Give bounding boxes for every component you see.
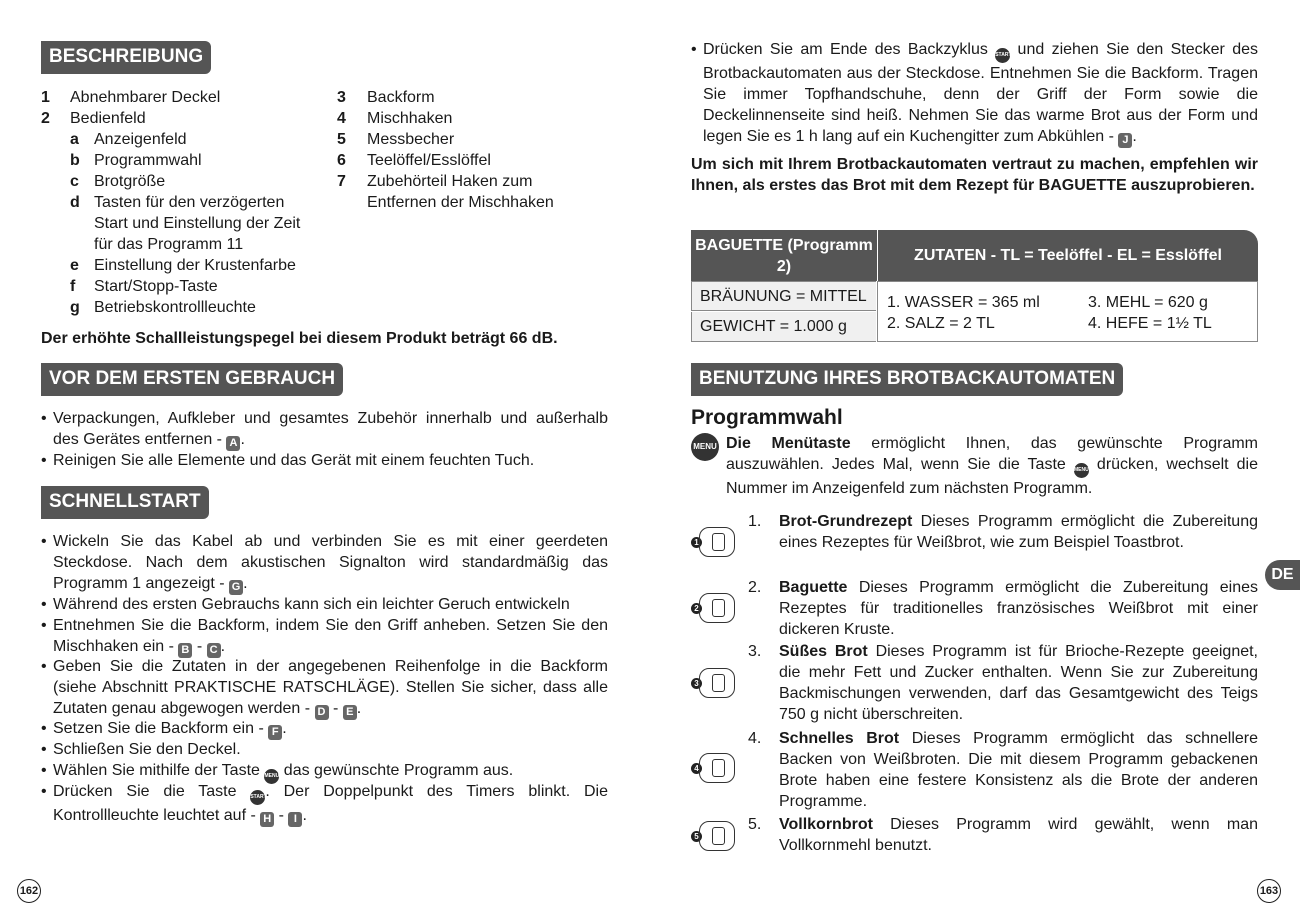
bullet-text: Während des ersten Gebrauchs kann sich ein leichter Geruch entwickeln	[53, 596, 570, 613]
section-header-beschreibung: BESCHREIBUNG	[41, 41, 211, 74]
bullet-text: Entnehmen Sie die Backform, indem Sie den Griff anheben. Setzen Sie den Mischhaken ein -	[53, 617, 608, 655]
item-label: Brotgröße	[94, 173, 166, 190]
item-letter: b	[70, 152, 80, 169]
program-description: Dieses Programm ist für Brioche-Rezepte geeignet, die mehr Fett und Zucker enthalten. Wenn Sie zur Zubereitung Backmischungen verwenden, darf das Gesamtgewicht des Teigs 750 g nicht überschreiten.	[779, 643, 1259, 723]
page-number-right: 163	[1257, 879, 1281, 903]
program-icon-number: 3	[691, 678, 702, 689]
program-item	[691, 814, 1258, 856]
program-text	[779, 641, 1258, 725]
figure-ref-badge: H	[260, 812, 274, 827]
figure-ref-badge: B	[178, 643, 192, 658]
ingredient: 2. SALZ = 2 TL	[887, 315, 995, 332]
section-header-benutzung: BENUTZUNG IHRES BROTBACKAUTOMATEN	[691, 363, 1123, 396]
list-item	[41, 297, 321, 318]
program-1-icon	[691, 527, 736, 557]
menu-icon: MENU	[691, 433, 719, 461]
list-item	[337, 108, 608, 129]
item-label: Zubehörteil Haken zum Entfernen der Mischhaken	[367, 173, 554, 211]
program-icon-number: 5	[691, 831, 702, 842]
list-item	[41, 87, 321, 108]
table-cell-browning: BRÄUNUNG = MITTEL	[691, 281, 876, 311]
ingredient: 1. WASSER = 365 ml	[887, 294, 1040, 311]
item-number: 5	[337, 131, 346, 148]
list-item	[337, 87, 608, 108]
item-label: Teelöffel/Esslöffel	[367, 152, 491, 169]
bullet-item	[41, 594, 608, 615]
item-label: Start/Stopp-Taste	[94, 278, 218, 295]
figure-ref-badge: F	[268, 725, 282, 740]
list-item	[41, 150, 321, 171]
figure-ref-badge: I	[288, 812, 302, 827]
program-2-icon	[691, 593, 736, 623]
list-item	[41, 171, 321, 192]
item-letter: e	[70, 257, 79, 274]
menu-bold: Die Menütaste	[726, 435, 851, 452]
description-list-1	[41, 87, 321, 318]
item-number: 1	[41, 89, 50, 106]
item-number: 2	[41, 110, 50, 127]
item-number: 3	[337, 89, 346, 106]
bullet-item: • Drücken Sie die Taste START. Der Doppelpunkt des Timers blinkt. Die Kontrollleuchte leuchtet auf - H - I .	[41, 781, 608, 827]
program-3-icon	[691, 668, 736, 698]
table-cell-weight: GEWICHT = 1.000 g	[691, 312, 876, 342]
menu-button-icon: MENU	[264, 769, 279, 784]
language-tab: DE	[1265, 560, 1300, 590]
list-item	[337, 150, 608, 171]
bullet-text: und ziehen Sie den Stecker des Brotbackautomaten aus der Steckdose. Entnehmen Sie die Backform. Tragen Sie immer Topfhandschuhe, denn der Griff der Form sowie die Deckelinnenseite sind heiß. Nehmen Sie das warme Brot aus der Form und legen Sie es 1 h lang auf ein Kuchengitter zum Abkühlen -	[703, 41, 1258, 145]
program-4-icon	[691, 753, 736, 783]
figure-ref-badge: G	[229, 580, 243, 595]
bullet-text: Reinigen Sie alle Elemente und das Gerät mit einem feuchten Tuch.	[53, 452, 535, 469]
program-name: Baguette	[779, 579, 848, 596]
program-name: Süßes Brot	[779, 643, 868, 660]
item-letter: g	[70, 299, 80, 316]
section-header-vor-dem-ersten-gebrauch: VOR DEM ERSTEN GEBRAUCH	[41, 363, 343, 396]
item-label: Mischhaken	[367, 110, 453, 127]
item-letter: f	[70, 278, 76, 295]
program-name: Brot-Grundrezept	[779, 513, 913, 530]
program-number: 4.	[748, 730, 762, 747]
menu-description	[726, 433, 1258, 499]
program-5-icon	[691, 821, 736, 851]
bullet-text: Geben Sie die Zutaten in der angegebenen Reihenfolge in die Backform (siehe Abschnitt PRAKTISCHE RATSCHLÄGE). Stellen Sie sicher, dass alle Zutaten genau abgewogen werden -	[53, 658, 608, 717]
item-label: Betriebskontrollleuchte	[94, 299, 256, 316]
bullet-text: das gewünschte Programm aus.	[279, 762, 514, 779]
intro-recommendation: Um sich mit Ihrem Brotbackautomaten vertraut zu machen, empfehlen wir Ihnen, als erstes das Brot mit dem Rezept für BAGUETTE auszuprobieren.	[691, 156, 1258, 194]
bullet-item: • Drücken Sie am Ende des Backzyklus START und ziehen Sie den Stecker des Brotbackautomaten aus der Steckdose. Entnehmen Sie die Backform. Tragen Sie immer Topfhandschuhe, denn der Griff der Form sowie die Deckelinnenseite sind heiß. Nehmen Sie das warme Brot aus der Form und legen Sie es 1 h lang auf ein Kuchengitter zum Abkühlen - J .	[691, 39, 1258, 148]
start-stop-button-icon: START	[250, 790, 265, 805]
bullet-text: . Der Doppelpunkt des Timers blinkt. Die Kontrollleuchte leuchtet auf -	[53, 783, 609, 824]
program-item	[691, 641, 1258, 725]
program-description: Dieses Programm ermöglicht die Zubereitung eines Rezeptes für traditionelles französisches Weißbrot mit einer dickeren Kruste.	[779, 579, 1258, 638]
bullet-item: • Geben Sie die Zutaten in der angegebenen Reihenfolge in die Backform (siehe Abschnitt PRAKTISCHE RATSCHLÄGE). Stellen Sie sicher, dass alle Zutaten genau abgewogen werden - D - E .	[41, 656, 608, 720]
bullet-text: Wickeln Sie das Kabel ab und verbinden Sie es mit einer geerdeten Steckdose. Nach dem akustischen Signalton wird standardmäßig das Programm 1 angezeigt -	[53, 533, 608, 592]
item-number: 6	[337, 152, 346, 169]
table-header-program: BAGUETTE (Programm 2)	[691, 230, 877, 281]
ingredient: 4. HEFE = 1½ TL	[1088, 315, 1212, 332]
item-label: Abnehmbarer Deckel	[70, 89, 221, 106]
program-item	[691, 511, 1258, 574]
bullet-item: • Entnehmen Sie die Backform, indem Sie den Griff anheben. Setzen Sie den Mischhaken ein - B - C .	[41, 615, 608, 658]
start-stop-button-icon: START	[995, 48, 1010, 63]
program-description: Dieses Programm ermöglicht das schnellere Backen von Weißbroten. Die mit diesem Programm gebackenen Brote haben eine festere Konsistenz als die Brote der anderen Programme.	[779, 730, 1259, 810]
table-cell-ingredients	[877, 281, 1258, 342]
ingredient: 3. MEHL = 620 g	[1088, 294, 1208, 311]
menu-button-icon: MENU	[1074, 463, 1089, 478]
list-item	[41, 192, 321, 255]
bullet-item: • Setzen Sie die Backform ein - F .	[41, 718, 608, 740]
list-item	[41, 129, 321, 150]
description-list-2	[337, 87, 608, 213]
recipe-table	[691, 230, 1258, 342]
figure-ref-badge: E	[343, 705, 357, 720]
program-number: 3.	[748, 643, 762, 660]
bullet-text: Wählen Sie mithilfe der Taste	[53, 762, 265, 779]
program-text	[779, 577, 1258, 640]
program-item	[691, 577, 1258, 640]
item-label: Einstellung der Krustenfarbe	[94, 257, 296, 274]
figure-ref-badge: C	[207, 643, 221, 658]
item-letter: d	[70, 194, 80, 211]
noise-statement: Der erhöhte Schallleistungspegel bei diesem Produkt beträgt 66 dB.	[41, 330, 558, 347]
menu-text: ermöglicht Ihnen, das gewünschte Programm auszuwählen. Jedes Mal, wenn Sie die Taste	[726, 435, 1259, 473]
program-number: 2.	[748, 579, 762, 596]
item-label: Messbecher	[367, 131, 455, 148]
program-icon-number: 1	[691, 537, 702, 548]
program-description: Dieses Programm wird gewählt, wenn man Vollkornmehl benutzt.	[779, 816, 1258, 854]
subheading-programmwahl: Programmwahl	[691, 406, 843, 429]
bullet-item	[41, 450, 608, 471]
figure-ref-badge: A	[226, 436, 240, 451]
program-description: Dieses Programm ermöglicht die Zubereitung eines Rezeptes für Weißbrot, wie zum Beispiel Toastbrot.	[779, 513, 1258, 551]
list-item	[41, 108, 321, 129]
program-number: 1.	[748, 513, 762, 530]
program-text	[779, 511, 1258, 553]
bullet-text: Setzen Sie die Backform ein -	[53, 720, 269, 737]
item-number: 7	[337, 173, 346, 190]
program-text	[779, 728, 1258, 812]
bullet-text: Drücken Sie die Taste	[53, 783, 251, 800]
program-text	[779, 814, 1258, 856]
program-icon-number: 4	[691, 763, 702, 774]
list-item	[41, 276, 321, 297]
item-number: 4	[337, 110, 346, 127]
section-header-schnellstart: SCHNELLSTART	[41, 486, 209, 519]
item-label: Tasten für den verzögerten Start und Einstellung der Zeit für das Programm 11	[94, 194, 301, 253]
item-letter: a	[70, 131, 79, 148]
bullet-item	[41, 739, 608, 760]
program-item	[691, 728, 1258, 812]
item-letter: c	[70, 173, 79, 190]
program-name: Vollkornbrot	[779, 816, 873, 833]
item-label: Anzeigenfeld	[94, 131, 187, 148]
program-number: 5.	[748, 816, 762, 833]
bullet-text: Drücken Sie am Ende des Backzyklus	[703, 41, 996, 58]
program-name: Schnelles Brot	[779, 730, 900, 747]
bullet-item: • Wickeln Sie das Kabel ab und verbinden Sie es mit einer geerdeten Steckdose. Nach dem akustischen Signalton wird standardmäßig das Programm 1 angezeigt - G .	[41, 531, 608, 595]
item-label: Programmwahl	[94, 152, 202, 169]
bullet-text: Verpackungen, Aufkleber und gesamtes Zubehör innerhalb und außerhalb des Gerätes entfernen -	[53, 410, 608, 448]
figure-ref-badge: J	[1118, 133, 1132, 148]
list-item	[337, 129, 608, 150]
bullet-item: • Verpackungen, Aufkleber und gesamtes Zubehör innerhalb und außerhalb des Gerätes entfernen - A .	[41, 408, 608, 451]
program-icon-number: 2	[691, 603, 702, 614]
bullet-text: Schließen Sie den Deckel.	[53, 741, 241, 758]
list-item	[41, 255, 321, 276]
list-item	[337, 171, 608, 213]
item-label: Backform	[367, 89, 435, 106]
table-header-ingredients: ZUTATEN - TL = Teelöffel - EL = Esslöffel	[878, 230, 1258, 281]
figure-ref-badge: D	[315, 705, 329, 720]
menu-text: drücken, wechselt die Nummer im Anzeigenfeld zum nächsten Programm.	[726, 456, 1259, 497]
item-label: Bedienfeld	[70, 110, 146, 127]
page-number-left: 162	[17, 879, 41, 903]
